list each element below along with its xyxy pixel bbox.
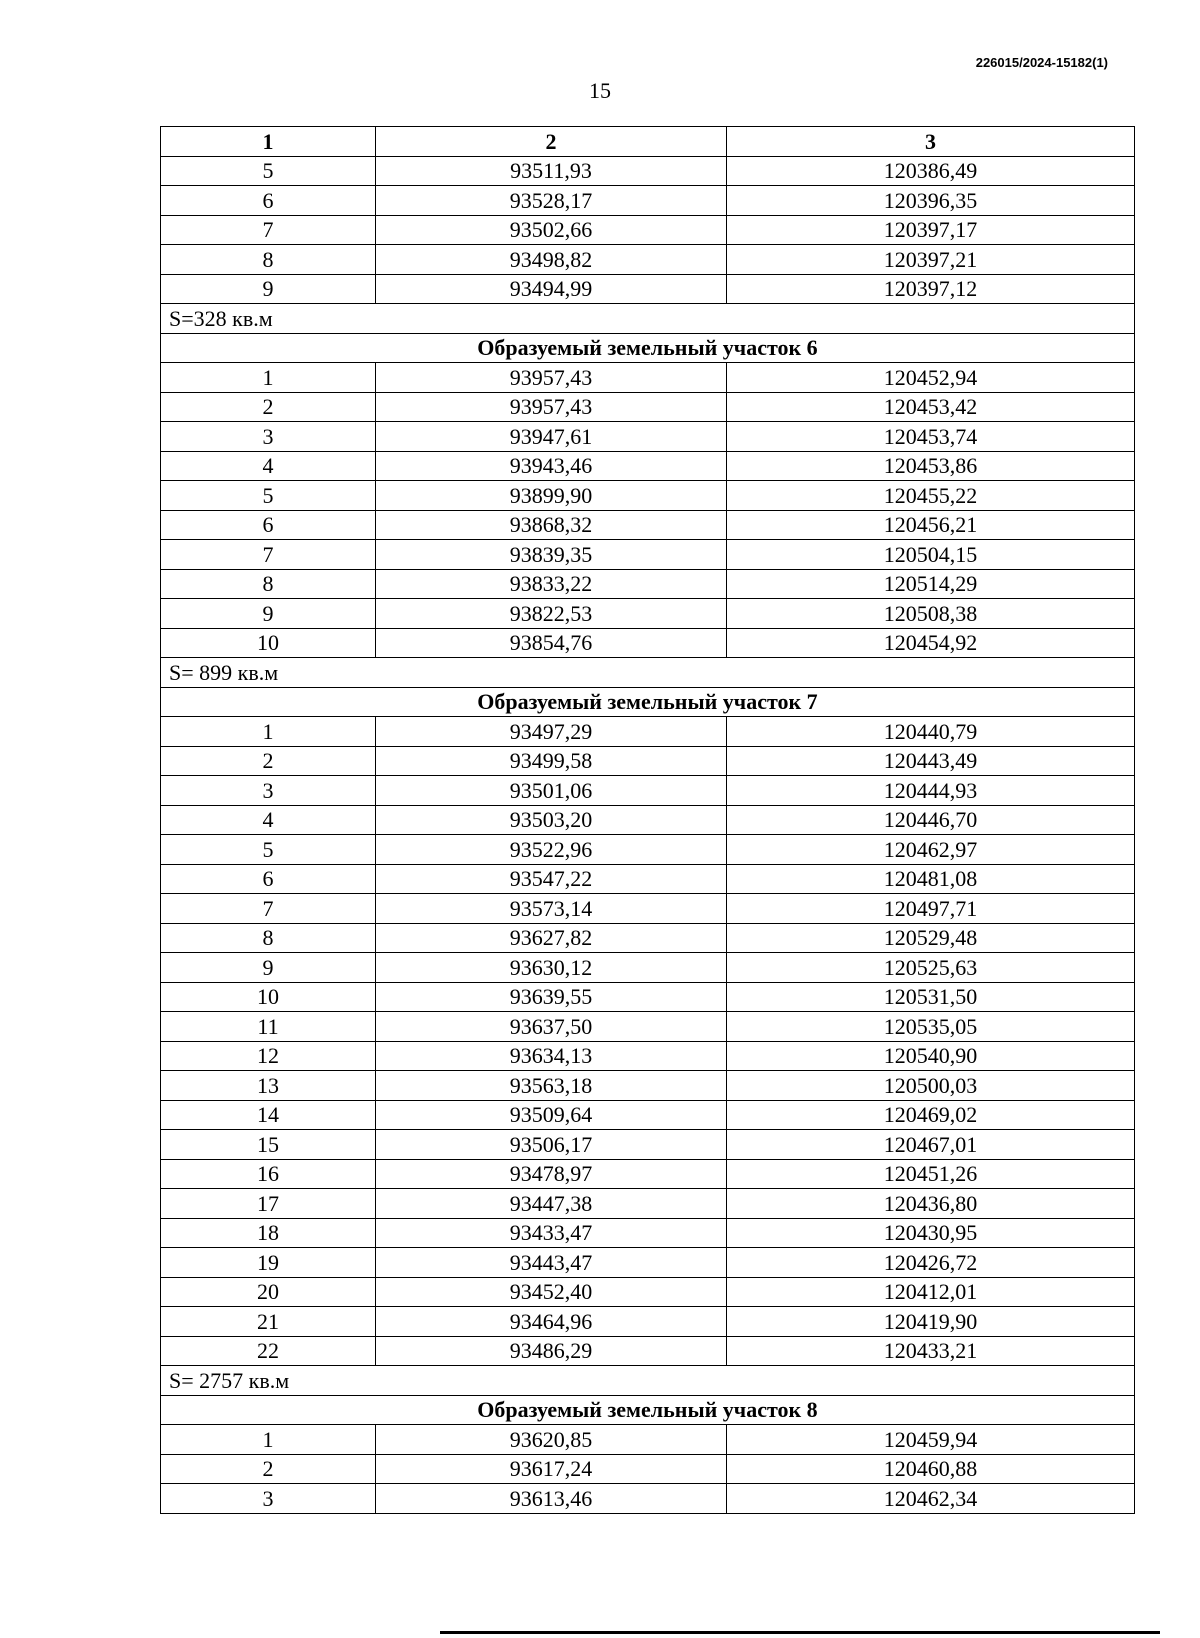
coordinate-y: 120529,48 (727, 923, 1135, 953)
table-row (161, 481, 1135, 511)
point-number: 8 (161, 245, 376, 275)
coordinate-x: 93499,58 (376, 746, 727, 776)
coordinate-y: 120453,42 (727, 392, 1135, 422)
point-number: 10 (161, 628, 376, 658)
table-row (161, 599, 1135, 629)
point-number: 7 (161, 215, 376, 245)
coordinate-x: 93943,46 (376, 451, 727, 481)
coordinate-x: 93957,43 (376, 363, 727, 393)
table-row (161, 540, 1135, 570)
coordinate-y: 120397,12 (727, 274, 1135, 304)
table-row (161, 894, 1135, 924)
table-body (161, 156, 1135, 1513)
table-row (161, 274, 1135, 304)
table-row (161, 776, 1135, 806)
table-row (161, 1425, 1135, 1455)
point-number: 6 (161, 510, 376, 540)
table-row (161, 245, 1135, 275)
coordinate-x: 93613,46 (376, 1484, 727, 1514)
coordinate-y: 120440,79 (727, 717, 1135, 747)
coordinate-y: 120444,93 (727, 776, 1135, 806)
point-number: 13 (161, 1071, 376, 1101)
point-number: 17 (161, 1189, 376, 1219)
coordinate-y: 120454,92 (727, 628, 1135, 658)
point-number: 3 (161, 1484, 376, 1514)
table-row (161, 451, 1135, 481)
point-number: 16 (161, 1159, 376, 1189)
coordinate-x: 93868,32 (376, 510, 727, 540)
coordinate-y: 120419,90 (727, 1307, 1135, 1337)
point-number: 12 (161, 1041, 376, 1071)
coordinate-y: 120443,49 (727, 746, 1135, 776)
coordinate-y: 120436,80 (727, 1189, 1135, 1219)
point-number: 6 (161, 186, 376, 216)
table-row (161, 1248, 1135, 1278)
coordinate-x: 93547,22 (376, 864, 727, 894)
table-row (161, 717, 1135, 747)
coordinate-x: 93494,99 (376, 274, 727, 304)
coordinate-y: 120426,72 (727, 1248, 1135, 1278)
coordinate-x: 93899,90 (376, 481, 727, 511)
point-number: 2 (161, 746, 376, 776)
scan-edge-line (440, 1631, 1160, 1634)
table-row (161, 1012, 1135, 1042)
area-value: S=328 кв.м (161, 304, 1135, 334)
section-title-row (161, 333, 1135, 363)
coordinate-y: 120456,21 (727, 510, 1135, 540)
point-number: 2 (161, 1454, 376, 1484)
point-number: 5 (161, 156, 376, 186)
coordinate-y: 120467,01 (727, 1130, 1135, 1160)
coordinate-x: 93501,06 (376, 776, 727, 806)
table-row (161, 628, 1135, 658)
coordinate-y: 120396,35 (727, 186, 1135, 216)
point-number: 15 (161, 1130, 376, 1160)
coordinate-y: 120481,08 (727, 864, 1135, 894)
point-number: 1 (161, 1425, 376, 1455)
point-number: 14 (161, 1100, 376, 1130)
table-header-row (161, 127, 1135, 157)
table-row (161, 1041, 1135, 1071)
coordinate-y: 120535,05 (727, 1012, 1135, 1042)
table-row (161, 1484, 1135, 1514)
coordinate-x: 93478,97 (376, 1159, 727, 1189)
coordinate-y: 120469,02 (727, 1100, 1135, 1130)
point-number: 21 (161, 1307, 376, 1337)
coordinate-x: 93617,24 (376, 1454, 727, 1484)
point-number: 19 (161, 1248, 376, 1278)
page-number: 15 (589, 78, 611, 103)
coordinate-x: 93502,66 (376, 215, 727, 245)
coordinate-x: 93486,29 (376, 1336, 727, 1366)
point-number: 7 (161, 540, 376, 570)
coordinate-x: 93947,61 (376, 422, 727, 452)
table-row (161, 569, 1135, 599)
coordinate-y: 120531,50 (727, 982, 1135, 1012)
table-row (161, 746, 1135, 776)
coordinate-x: 93506,17 (376, 1130, 727, 1160)
section-title: Образуемый земельный участок 7 (161, 687, 1135, 717)
table-row (161, 1307, 1135, 1337)
coordinate-x: 93522,96 (376, 835, 727, 865)
point-number: 5 (161, 835, 376, 865)
coordinate-y: 120446,70 (727, 805, 1135, 835)
point-number: 11 (161, 1012, 376, 1042)
point-number: 5 (161, 481, 376, 511)
point-number: 8 (161, 569, 376, 599)
table-row (161, 392, 1135, 422)
coordinate-y: 120525,63 (727, 953, 1135, 983)
coordinate-y: 120451,26 (727, 1159, 1135, 1189)
coordinate-x: 93509,64 (376, 1100, 727, 1130)
table-row (161, 215, 1135, 245)
coordinate-x: 93620,85 (376, 1425, 727, 1455)
table-row (161, 805, 1135, 835)
coordinate-y: 120459,94 (727, 1425, 1135, 1455)
coordinate-x: 93497,29 (376, 717, 727, 747)
table-row (161, 923, 1135, 953)
coordinate-y: 120430,95 (727, 1218, 1135, 1248)
coordinate-x: 93443,47 (376, 1248, 727, 1278)
table-row (161, 363, 1135, 393)
coordinate-x: 93639,55 (376, 982, 727, 1012)
coordinate-x: 93528,17 (376, 186, 727, 216)
coordinate-x: 93957,43 (376, 392, 727, 422)
table-row (161, 1071, 1135, 1101)
coordinate-x: 93833,22 (376, 569, 727, 599)
point-number: 9 (161, 599, 376, 629)
point-number: 4 (161, 451, 376, 481)
coordinate-x: 93447,38 (376, 1189, 727, 1219)
table-row (161, 1218, 1135, 1248)
point-number: 4 (161, 805, 376, 835)
coordinate-x: 93433,47 (376, 1218, 727, 1248)
coordinate-x: 93637,50 (376, 1012, 727, 1042)
coordinate-x: 93464,96 (376, 1307, 727, 1337)
area-value: S= 899 кв.м (161, 658, 1135, 688)
point-number: 2 (161, 392, 376, 422)
coordinate-y: 120508,38 (727, 599, 1135, 629)
table-row (161, 982, 1135, 1012)
coordinate-y: 120433,21 (727, 1336, 1135, 1366)
coordinate-y: 120397,21 (727, 245, 1135, 275)
point-number: 9 (161, 274, 376, 304)
table-row (161, 1100, 1135, 1130)
table-row (161, 953, 1135, 983)
point-number: 6 (161, 864, 376, 894)
point-number: 22 (161, 1336, 376, 1366)
column-header: 3 (727, 127, 1135, 157)
coordinate-y: 120540,90 (727, 1041, 1135, 1071)
coordinate-y: 120504,15 (727, 540, 1135, 570)
coordinate-y: 120397,17 (727, 215, 1135, 245)
area-row (161, 304, 1135, 334)
coordinate-y: 120514,29 (727, 569, 1135, 599)
coordinate-x: 93822,53 (376, 599, 727, 629)
coordinate-x: 93511,93 (376, 156, 727, 186)
coordinate-y: 120455,22 (727, 481, 1135, 511)
point-number: 8 (161, 923, 376, 953)
coordinate-x: 93854,76 (376, 628, 727, 658)
table-row (161, 510, 1135, 540)
area-value: S= 2757 кв.м (161, 1366, 1135, 1396)
point-number: 9 (161, 953, 376, 983)
section-title: Образуемый земельный участок 8 (161, 1395, 1135, 1425)
coordinate-y: 120452,94 (727, 363, 1135, 393)
coordinate-x: 93627,82 (376, 923, 727, 953)
section-title-row (161, 687, 1135, 717)
coordinate-x: 93630,12 (376, 953, 727, 983)
coordinate-x: 93634,13 (376, 1041, 727, 1071)
section-title-row (161, 1395, 1135, 1425)
coordinate-y: 120453,86 (727, 451, 1135, 481)
point-number: 1 (161, 717, 376, 747)
point-number: 1 (161, 363, 376, 393)
point-number: 10 (161, 982, 376, 1012)
point-number: 20 (161, 1277, 376, 1307)
table-row (161, 1336, 1135, 1366)
coordinate-y: 120500,03 (727, 1071, 1135, 1101)
table-row (161, 864, 1135, 894)
column-header: 2 (376, 127, 727, 157)
table-row (161, 422, 1135, 452)
coordinate-y: 120462,97 (727, 835, 1135, 865)
table-row (161, 835, 1135, 865)
table-row (161, 1130, 1135, 1160)
point-number: 18 (161, 1218, 376, 1248)
coordinate-x: 93498,82 (376, 245, 727, 275)
registration-number: 226015/2024-15182(1) (975, 55, 1108, 70)
coordinate-x: 93452,40 (376, 1277, 727, 1307)
coordinate-x: 93573,14 (376, 894, 727, 924)
table-row (161, 1454, 1135, 1484)
column-header: 1 (161, 127, 376, 157)
coordinate-y: 120462,34 (727, 1484, 1135, 1514)
area-row (161, 658, 1135, 688)
coordinate-y: 120497,71 (727, 894, 1135, 924)
table-row (161, 186, 1135, 216)
coordinate-y: 120460,88 (727, 1454, 1135, 1484)
coordinate-x: 93563,18 (376, 1071, 727, 1101)
point-number: 3 (161, 776, 376, 806)
coordinate-y: 120453,74 (727, 422, 1135, 452)
point-number: 3 (161, 422, 376, 452)
table-row (161, 1159, 1135, 1189)
coordinate-y: 120386,49 (727, 156, 1135, 186)
table-row (161, 156, 1135, 186)
section-title: Образуемый земельный участок 6 (161, 333, 1135, 363)
table-row (161, 1189, 1135, 1219)
table-row (161, 1277, 1135, 1307)
coordinate-x: 93503,20 (376, 805, 727, 835)
coordinate-x: 93839,35 (376, 540, 727, 570)
coordinate-y: 120412,01 (727, 1277, 1135, 1307)
point-number: 7 (161, 894, 376, 924)
coordinates-table (160, 126, 1135, 1514)
area-row (161, 1366, 1135, 1396)
